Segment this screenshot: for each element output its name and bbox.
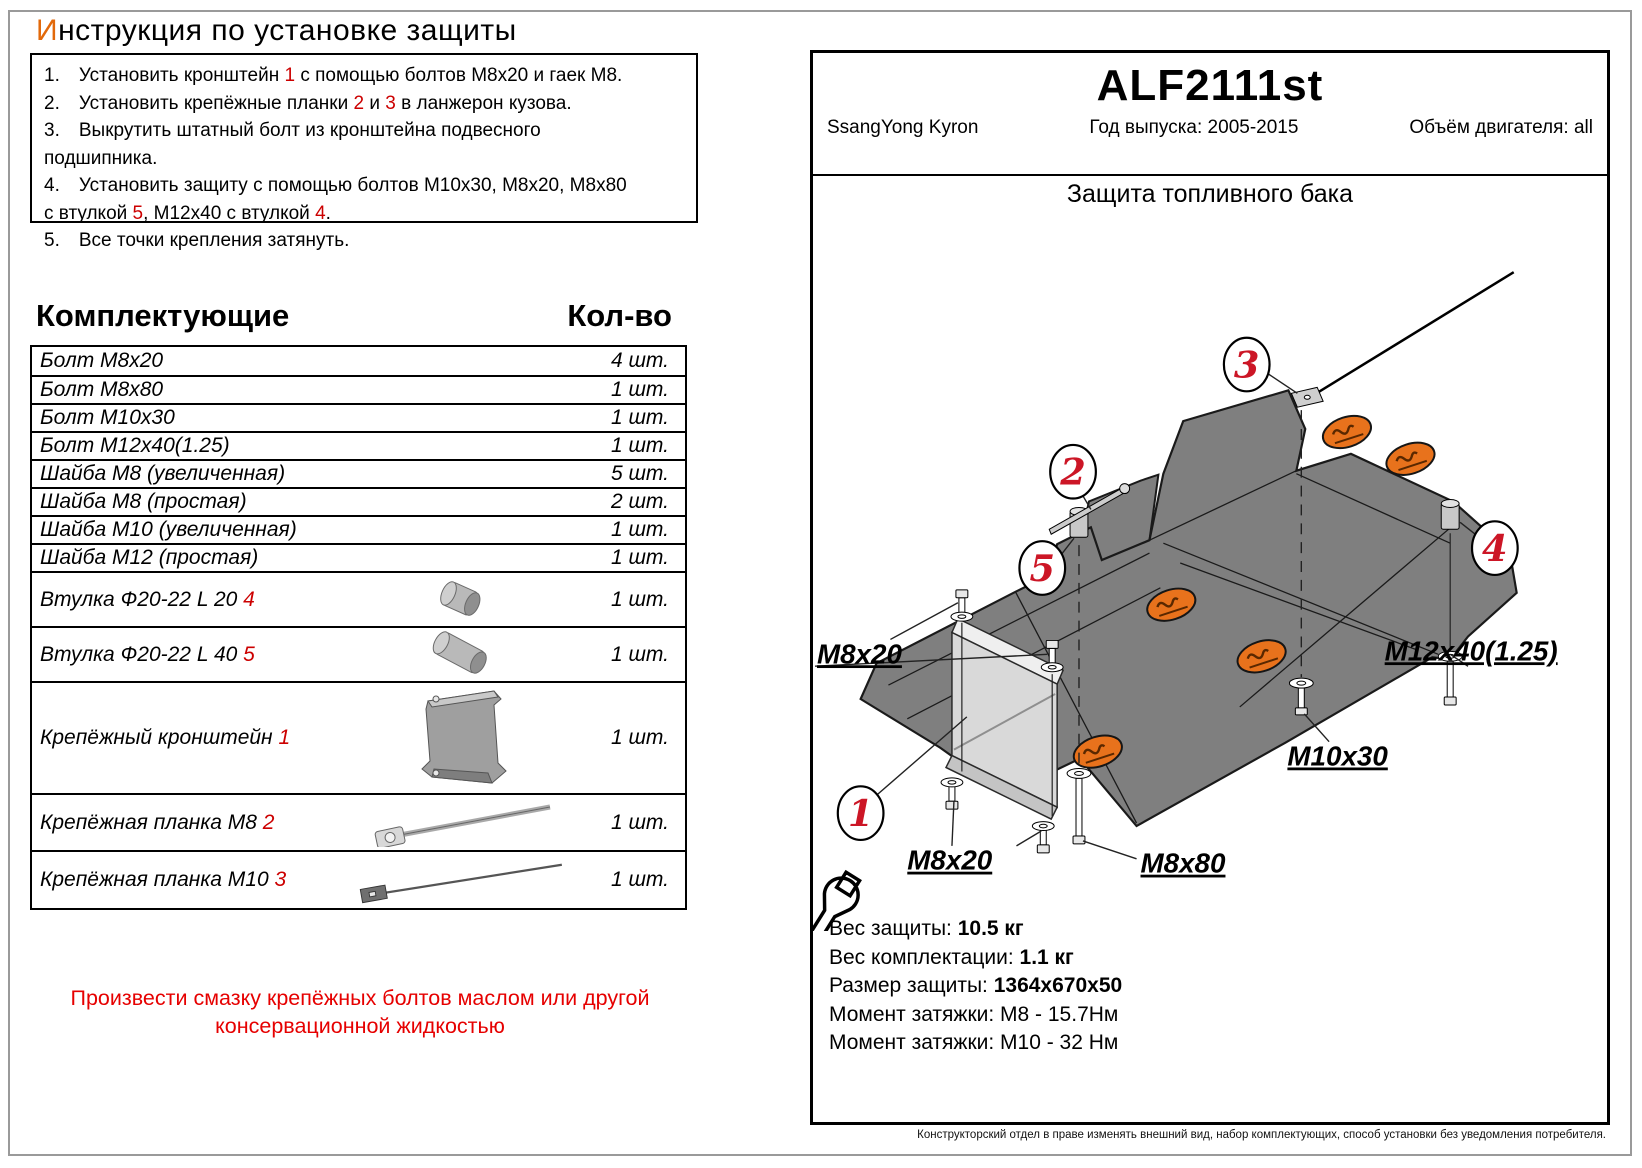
label-m8x20-top: M8x20 [816, 638, 902, 670]
instruction-item: 2. Установить крепёжные планки 2 и 3 в ланжерон кузова. [44, 92, 572, 114]
component-quantity: 1 шт. [610, 642, 669, 666]
instruction-item: 4. Установить защиту с помощью болтов М10х30, М8х20, М8х80 с втулкой 5, М12х40 с втулкой 4. [44, 175, 627, 224]
production-years: Год выпуска: 2005-2015 [1089, 117, 1299, 138]
components-header [36, 298, 672, 334]
assembly-diagram [813, 201, 1607, 931]
svg-text:2: 2 [1060, 450, 1086, 494]
component-name: Болт М10х30 [40, 406, 175, 429]
part-reference-number: 5 [132, 202, 144, 224]
component-name: Болт М12х40(1.25) [40, 434, 230, 457]
spec-line [829, 1029, 1122, 1058]
component-image [354, 577, 569, 623]
callout-5 [1019, 541, 1065, 595]
component-row [32, 403, 685, 431]
component-image [354, 799, 569, 847]
component-row [32, 626, 685, 681]
component-image [354, 855, 569, 905]
specs-block [829, 915, 1122, 1058]
component-row [32, 347, 685, 375]
label-m8x80: M8x80 [1140, 847, 1226, 879]
component-ref-number: 4 [243, 587, 255, 611]
instruction-item: 3. Выкрутить штатный болт из кронштейна подвесного подшипника. [44, 120, 541, 169]
components-table [30, 345, 687, 910]
spec-line [829, 1001, 1122, 1030]
bushing-short-image [430, 577, 494, 623]
component-ref-number: 1 [278, 726, 291, 749]
label-m8x20-bottom: M8x20 [907, 844, 993, 876]
panel-header [813, 61, 1607, 176]
component-row [32, 571, 685, 626]
product-title: Защита топливного бака [1066, 180, 1354, 208]
spec-value: М10 - 32 Нм [1000, 1031, 1119, 1054]
engine-volume: Объём двигателя: all [1409, 117, 1593, 138]
component-ref-number: 5 [243, 642, 255, 666]
instruction-number: 2. [44, 92, 79, 114]
component-name: Втулка Ф20-22 L 20 4 [40, 587, 255, 611]
component-quantity: 1 шт. [610, 868, 669, 891]
component-ref-number: 2 [262, 810, 275, 834]
bolt-m8x20-bracket-bottom-right [1032, 822, 1054, 853]
spec-value: М8 - 15.7Нм [1000, 1002, 1119, 1026]
component-row [32, 431, 685, 459]
strap-m8-image [362, 799, 562, 847]
component-quantity: 1 шт. [610, 406, 669, 429]
instruction-number: 4. [44, 175, 79, 196]
bracket-image [406, 687, 518, 789]
strap-m10-item [1291, 272, 1513, 407]
component-row [32, 459, 685, 487]
page-title-text: нструкция по установке защиты [58, 14, 517, 47]
bolt-m8x20-bracket-bottom-left [941, 778, 963, 809]
component-image [354, 630, 569, 680]
component-row [32, 850, 685, 908]
spec-line [829, 915, 1122, 944]
component-quantity: 1 шт. [610, 434, 669, 457]
lubrication-warning: Произвести смазку крепёжных болтов маслом или другой консервационной жидкостью [70, 986, 650, 1038]
component-row [32, 515, 685, 543]
callout-4 [1472, 521, 1518, 575]
component-quantity: 1 шт. [610, 378, 669, 401]
component-row [32, 681, 685, 793]
instruction-number: 5. [44, 230, 79, 251]
part-reference-number: 4 [315, 202, 326, 224]
strap-m10-image [354, 855, 569, 905]
instruction-item: 1. Установить кронштейн 1 с помощью болтов М8х20 и гаек М8. [44, 65, 623, 86]
panel-subrow [813, 111, 1607, 139]
callout-1 [838, 786, 884, 840]
spec-value: 10.5 кг [957, 917, 1024, 940]
component-quantity: 1 шт. [610, 810, 669, 834]
callout-3 [1224, 338, 1270, 392]
page-title-accent-letter: И [36, 14, 59, 47]
bolt-m8x80 [1067, 768, 1091, 843]
component-quantity: 2 шт. [610, 490, 669, 513]
installation-steps-box [30, 53, 698, 251]
component-row [32, 793, 685, 850]
component-name: Крепёжная планка М8 2 [40, 810, 275, 834]
bushing-4 [1441, 500, 1459, 530]
component-quantity: 5 шт. [610, 462, 669, 485]
bushing-long-image [425, 630, 499, 680]
component-ref-number: 3 [274, 868, 287, 891]
product-panel [810, 50, 1610, 1125]
part-reference-number: 1 [284, 65, 296, 86]
component-quantity: 1 шт. [610, 726, 669, 749]
spec-label: Вес защиты: [829, 917, 958, 940]
component-quantity: 4 шт. [610, 349, 669, 372]
label-m12x40: M12x40(1.25) [1384, 635, 1558, 667]
svg-text:3: 3 [1233, 343, 1260, 387]
spec-value: 1364х670х50 [993, 974, 1123, 997]
component-image [354, 687, 569, 789]
instruction-number: 1. [44, 65, 79, 86]
quantity-heading: Кол-во [567, 298, 672, 333]
instruction-item: 5. Все точки крепления затянуть. [44, 230, 350, 251]
svg-text:1: 1 [847, 792, 874, 836]
spec-line [829, 944, 1122, 973]
component-quantity: 1 шт. [610, 546, 669, 569]
component-name: Шайба М8 (простая) [40, 490, 247, 513]
component-row [32, 375, 685, 403]
component-name: Крепёжная планка М10 3 [40, 868, 287, 891]
component-quantity: 1 шт. [610, 587, 669, 611]
part-number: ALF2111st [1096, 61, 1324, 110]
spec-label: Вес комплектации: [829, 945, 1020, 969]
spec-label: Момент затяжки: [829, 1002, 1001, 1026]
component-row [32, 487, 685, 515]
component-row [32, 543, 685, 571]
callout-2 [1050, 445, 1096, 499]
svg-text:5: 5 [1029, 546, 1056, 590]
svg-text:4: 4 [1482, 527, 1508, 571]
spec-line [829, 972, 1122, 1001]
component-name: Крепёжный кронштейн 1 [40, 726, 291, 749]
component-name: Втулка Ф20-22 L 40 5 [40, 642, 255, 666]
component-name: Болт М8х20 [40, 349, 164, 372]
component-quantity: 1 шт. [610, 518, 669, 541]
vehicle-name: SsangYong Kyron [827, 117, 979, 138]
component-name: Шайба М8 (увеличенная) [40, 462, 286, 485]
part-reference-number: 3 [385, 92, 396, 114]
part-reference-number: 2 [353, 92, 365, 114]
page-title [36, 14, 517, 48]
component-name: Шайба М12 (простая) [40, 546, 259, 569]
components-heading: Комплектующие [36, 298, 290, 333]
spec-label: Размер защиты: [829, 974, 994, 997]
footer-disclaimer: Конструкторский отдел в праве изменять внешний вид, набор комплектующих, способ установки без уведомления потребителя. [917, 1129, 1606, 1141]
spec-label: Момент затяжки: [829, 1031, 1001, 1054]
instruction-number: 3. [44, 120, 79, 141]
spec-value: 1.1 кг [1019, 945, 1074, 969]
component-name: Шайба М10 (увеличенная) [40, 518, 297, 541]
label-m10x30: M10x30 [1287, 740, 1388, 772]
component-name: Болт М8х80 [40, 378, 164, 401]
